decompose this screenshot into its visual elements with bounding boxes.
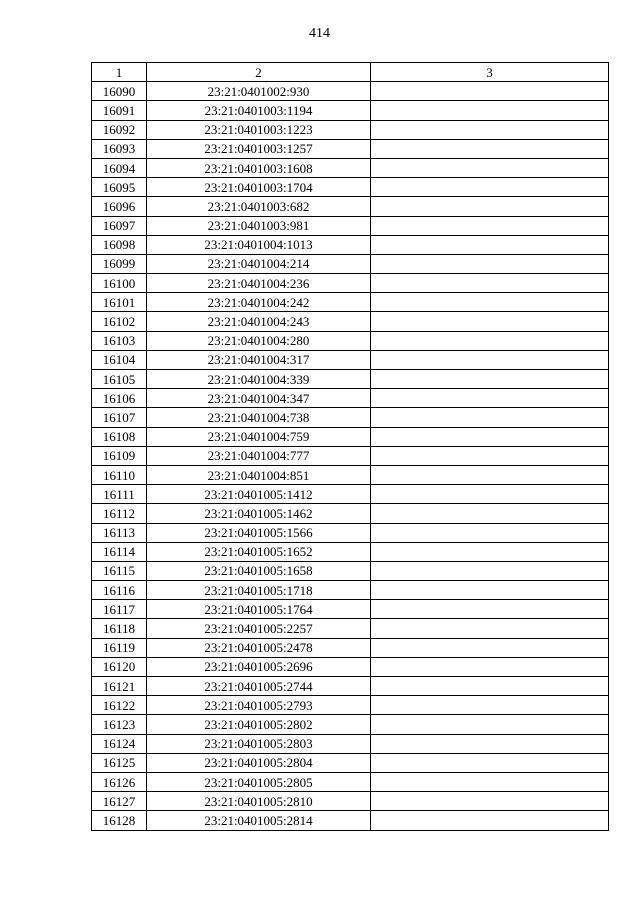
- row-number-cell: 16101: [92, 293, 147, 312]
- row-number-cell: 16123: [92, 715, 147, 734]
- cadastral-number-cell: 23:21:0401004:1013: [147, 235, 371, 254]
- notes-cell: [371, 389, 609, 408]
- notes-cell: [371, 350, 609, 369]
- cadastral-number-cell: 23:21:0401005:1718: [147, 581, 371, 600]
- row-number-cell: 16105: [92, 370, 147, 389]
- row-number-cell: 16106: [92, 389, 147, 408]
- table-row: [92, 561, 609, 580]
- notes-cell: [371, 446, 609, 465]
- notes-cell: [371, 293, 609, 312]
- table-row: [92, 696, 609, 715]
- row-number-cell: 16120: [92, 657, 147, 676]
- cadastral-number-cell: 23:21:0401004:777: [147, 446, 371, 465]
- row-number-cell: 16111: [92, 485, 147, 504]
- cadastral-number-cell: 23:21:0401004:280: [147, 331, 371, 350]
- cadastral-number-cell: 23:21:0401005:2810: [147, 792, 371, 811]
- notes-cell: [371, 197, 609, 216]
- cadastral-number-cell: 23:21:0401005:2804: [147, 753, 371, 772]
- notes-cell: [371, 772, 609, 791]
- table-row: [92, 197, 609, 216]
- notes-cell: [371, 139, 609, 158]
- table-row: [92, 101, 609, 120]
- notes-cell: [371, 158, 609, 177]
- table-row: [92, 734, 609, 753]
- table-row: [92, 638, 609, 657]
- notes-cell: [371, 216, 609, 235]
- table-row: [92, 331, 609, 350]
- cadastral-number-cell: 23:21:0401003:1704: [147, 178, 371, 197]
- cadastral-number-cell: 23:21:0401005:1462: [147, 504, 371, 523]
- notes-cell: [371, 178, 609, 197]
- notes-cell: [371, 792, 609, 811]
- cadastral-number-cell: 23:21:0401004:759: [147, 427, 371, 446]
- notes-cell: [371, 504, 609, 523]
- notes-cell: [371, 370, 609, 389]
- cadastral-number-cell: 23:21:0401004:243: [147, 312, 371, 331]
- row-number-cell: 16118: [92, 619, 147, 638]
- row-number-cell: 16093: [92, 139, 147, 158]
- table-row: [92, 427, 609, 446]
- table-header-row: [92, 63, 609, 82]
- table-row: [92, 465, 609, 484]
- row-number-cell: 16108: [92, 427, 147, 446]
- column-header: 1: [92, 63, 147, 82]
- cadastral-number-cell: 23:21:0401005:2802: [147, 715, 371, 734]
- table-row: [92, 120, 609, 139]
- row-number-cell: 16109: [92, 446, 147, 465]
- row-number-cell: 16097: [92, 216, 147, 235]
- cadastral-number-cell: 23:21:0401004:317: [147, 350, 371, 369]
- cadastral-number-cell: 23:21:0401003:1194: [147, 101, 371, 120]
- table-row: [92, 581, 609, 600]
- table-row: [92, 312, 609, 331]
- row-number-cell: 16116: [92, 581, 147, 600]
- table-row: [92, 811, 609, 830]
- row-number-cell: 16098: [92, 235, 147, 254]
- cadastral-number-cell: 23:21:0401005:1566: [147, 523, 371, 542]
- table-row: [92, 504, 609, 523]
- row-number-cell: 16090: [92, 82, 147, 101]
- row-number-cell: 16104: [92, 350, 147, 369]
- cadastral-number-cell: 23:21:0401004:851: [147, 465, 371, 484]
- table-row: [92, 446, 609, 465]
- cadastral-number-cell: 23:21:0401005:2805: [147, 772, 371, 791]
- notes-cell: [371, 638, 609, 657]
- notes-cell: [371, 408, 609, 427]
- table-row: [92, 139, 609, 158]
- cadastral-number-cell: 23:21:0401004:738: [147, 408, 371, 427]
- table-row: [92, 753, 609, 772]
- row-number-cell: 16099: [92, 254, 147, 273]
- cadastral-number-cell: 23:21:0401005:1764: [147, 600, 371, 619]
- table-row: [92, 293, 609, 312]
- row-number-cell: 16112: [92, 504, 147, 523]
- table-row: [92, 235, 609, 254]
- table-row: [92, 254, 609, 273]
- cadastral-number-cell: 23:21:0401003:1608: [147, 158, 371, 177]
- notes-cell: [371, 734, 609, 753]
- row-number-cell: 16128: [92, 811, 147, 830]
- column-header: 3: [371, 63, 609, 82]
- notes-cell: [371, 254, 609, 273]
- notes-cell: [371, 811, 609, 830]
- cadastral-number-cell: 23:21:0401003:1257: [147, 139, 371, 158]
- row-number-cell: 16110: [92, 465, 147, 484]
- cadastral-number-cell: 23:21:0401004:242: [147, 293, 371, 312]
- cadastral-number-cell: 23:21:0401004:347: [147, 389, 371, 408]
- table-body: [92, 82, 609, 830]
- row-number-cell: 16125: [92, 753, 147, 772]
- table-row: [92, 485, 609, 504]
- row-number-cell: 16107: [92, 408, 147, 427]
- notes-cell: [371, 619, 609, 638]
- table-row: [92, 370, 609, 389]
- cadastral-number-cell: 23:21:0401002:930: [147, 82, 371, 101]
- row-number-cell: 16113: [92, 523, 147, 542]
- row-number-cell: 16100: [92, 274, 147, 293]
- row-number-cell: 16119: [92, 638, 147, 657]
- row-number-cell: 16115: [92, 561, 147, 580]
- notes-cell: [371, 274, 609, 293]
- row-number-cell: 16102: [92, 312, 147, 331]
- notes-cell: [371, 561, 609, 580]
- notes-cell: [371, 331, 609, 350]
- cadastral-number-cell: 23:21:0401004:236: [147, 274, 371, 293]
- table-row: [92, 600, 609, 619]
- cadastral-table: [91, 62, 609, 831]
- notes-cell: [371, 657, 609, 676]
- table-row: [92, 274, 609, 293]
- notes-cell: [371, 677, 609, 696]
- table-row: [92, 657, 609, 676]
- row-number-cell: 16091: [92, 101, 147, 120]
- table-row: [92, 408, 609, 427]
- cadastral-number-cell: 23:21:0401005:1652: [147, 542, 371, 561]
- row-number-cell: 16103: [92, 331, 147, 350]
- row-number-cell: 16127: [92, 792, 147, 811]
- table-row: [92, 82, 609, 101]
- table-row: [92, 792, 609, 811]
- cadastral-number-cell: 23:21:0401005:1658: [147, 561, 371, 580]
- notes-cell: [371, 715, 609, 734]
- row-number-cell: 16122: [92, 696, 147, 715]
- cadastral-number-cell: 23:21:0401005:2696: [147, 657, 371, 676]
- notes-cell: [371, 542, 609, 561]
- row-number-cell: 16114: [92, 542, 147, 561]
- cadastral-number-cell: 23:21:0401004:339: [147, 370, 371, 389]
- table-row: [92, 350, 609, 369]
- cadastral-number-cell: 23:21:0401005:2803: [147, 734, 371, 753]
- notes-cell: [371, 312, 609, 331]
- notes-cell: [371, 485, 609, 504]
- cadastral-number-cell: 23:21:0401005:2257: [147, 619, 371, 638]
- row-number-cell: 16096: [92, 197, 147, 216]
- cadastral-number-cell: 23:21:0401004:214: [147, 254, 371, 273]
- cadastral-number-cell: 23:21:0401005:1412: [147, 485, 371, 504]
- table-row: [92, 523, 609, 542]
- notes-cell: [371, 753, 609, 772]
- notes-cell: [371, 101, 609, 120]
- table-row: [92, 178, 609, 197]
- notes-cell: [371, 120, 609, 139]
- table-row: [92, 619, 609, 638]
- notes-cell: [371, 696, 609, 715]
- notes-cell: [371, 523, 609, 542]
- notes-cell: [371, 465, 609, 484]
- cadastral-number-cell: 23:21:0401005:2478: [147, 638, 371, 657]
- table-row: [92, 542, 609, 561]
- notes-cell: [371, 427, 609, 446]
- cadastral-number-cell: 23:21:0401003:682: [147, 197, 371, 216]
- notes-cell: [371, 600, 609, 619]
- row-number-cell: 16124: [92, 734, 147, 753]
- row-number-cell: 16092: [92, 120, 147, 139]
- cadastral-number-cell: 23:21:0401005:2793: [147, 696, 371, 715]
- table-row: [92, 772, 609, 791]
- row-number-cell: 16121: [92, 677, 147, 696]
- table-row: [92, 715, 609, 734]
- row-number-cell: 16095: [92, 178, 147, 197]
- cadastral-number-cell: 23:21:0401003:981: [147, 216, 371, 235]
- page-number: 414: [309, 26, 330, 41]
- notes-cell: [371, 581, 609, 600]
- row-number-cell: 16126: [92, 772, 147, 791]
- row-number-cell: 16117: [92, 600, 147, 619]
- table-row: [92, 389, 609, 408]
- table-row: [92, 677, 609, 696]
- cadastral-number-cell: 23:21:0401005:2744: [147, 677, 371, 696]
- table-row: [92, 158, 609, 177]
- cadastral-number-cell: 23:21:0401005:2814: [147, 811, 371, 830]
- cadastral-number-cell: 23:21:0401003:1223: [147, 120, 371, 139]
- row-number-cell: 16094: [92, 158, 147, 177]
- notes-cell: [371, 82, 609, 101]
- notes-cell: [371, 235, 609, 254]
- table-row: [92, 216, 609, 235]
- column-header: 2: [147, 63, 371, 82]
